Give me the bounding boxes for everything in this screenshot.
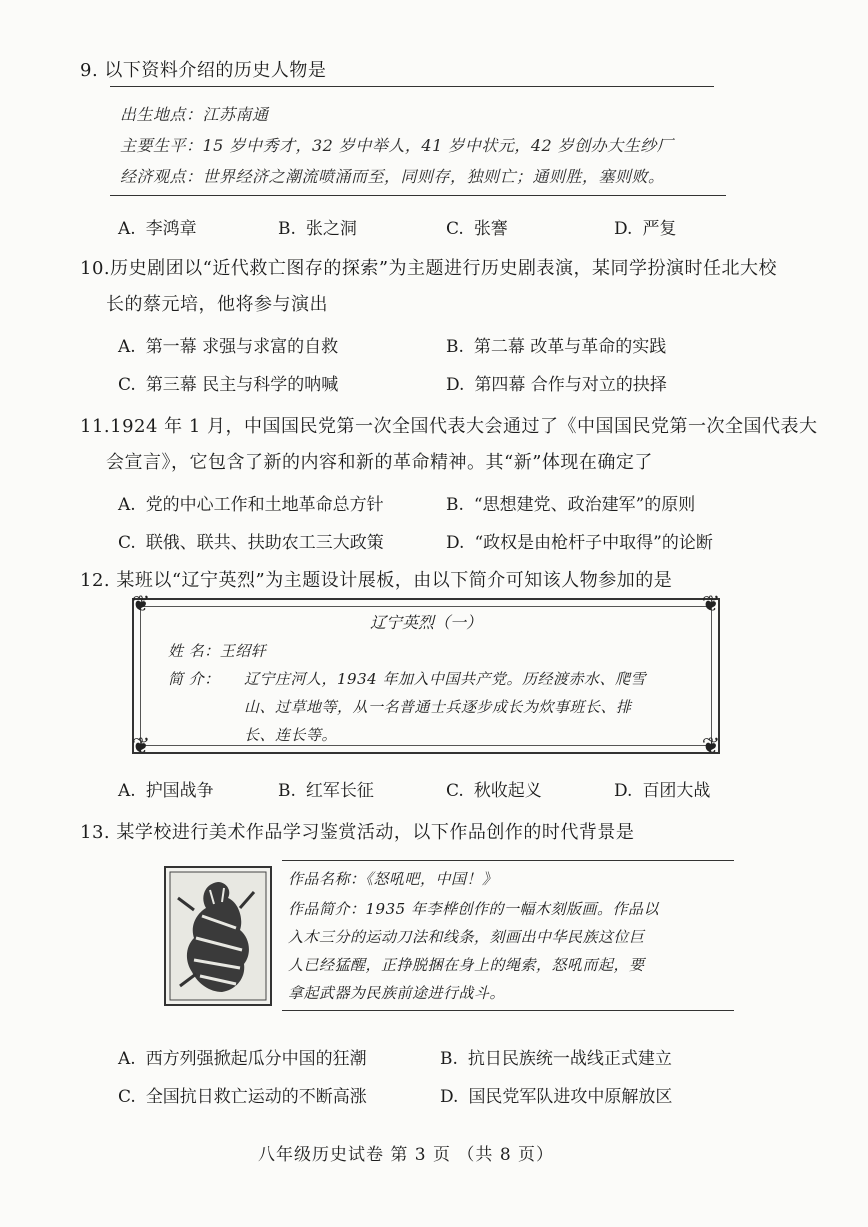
q10-stem-line1: 10.历史剧团以“近代救亡图存的探索”为主题进行历史剧表演，某同学扮演时任北大校 bbox=[80, 258, 778, 279]
q9-bottom-rule bbox=[110, 195, 726, 196]
q11-option-a[interactable]: A. 党的中心工作和土地革命总方针 bbox=[118, 495, 384, 515]
q13-option-c[interactable]: C. 全国抗日救亡运动的不断高涨 bbox=[118, 1087, 367, 1107]
q13-option-b[interactable]: B. 抗日民族统一战线正式建立 bbox=[440, 1049, 672, 1069]
q9-stem: 9. 以下资料介绍的历史人物是 bbox=[80, 60, 327, 81]
q12-option-b[interactable]: B. 红军长征 bbox=[278, 781, 374, 801]
q12-intro-line: 长、连长等。 bbox=[244, 726, 338, 744]
q12-name-row: 姓 名：王绍轩 bbox=[168, 642, 267, 660]
q13-art-intro-line: 拿起武器为民族前途进行战斗。 bbox=[288, 984, 506, 1002]
q12-option-a[interactable]: A. 护国战争 bbox=[118, 781, 214, 801]
q9-top-rule bbox=[110, 86, 714, 87]
q13-art-name: 作品名称：《怒吼吧，中国！》 bbox=[288, 870, 498, 888]
corner-ornament-icon: ❦ bbox=[131, 734, 151, 759]
q11-option-d[interactable]: D. “政权是由枪杆子中取得”的论断 bbox=[446, 533, 713, 553]
q9-info-line: 经济观点：世界经济之潮流喷涌而至，同则存，独则亡；通则胜，塞则败。 bbox=[120, 167, 665, 186]
q11-option-b[interactable]: B. “思想建党、政治建军”的原则 bbox=[446, 495, 696, 515]
q13-stem: 13. 某学校进行美术作品学习鉴赏活动，以下作品创作的时代背景是 bbox=[80, 822, 635, 843]
q11-stem-line2: 会宣言》，它包含了新的内容和新的革命精神。其“新”体现在确定了 bbox=[106, 452, 653, 473]
corner-ornament-icon: ❦ bbox=[701, 734, 721, 759]
q12-board-title: 辽宁英烈（一） bbox=[369, 613, 482, 632]
q9-option-a[interactable]: A. 李鸿章 bbox=[118, 219, 197, 239]
q12-display-board bbox=[131, 592, 721, 759]
q13-option-d[interactable]: D. 国民党军队进攻中原解放区 bbox=[440, 1087, 673, 1107]
corner-ornament-icon: ❦ bbox=[131, 592, 151, 617]
woodcut-artwork-image bbox=[164, 866, 272, 1006]
q12-stem: 12. 某班以“辽宁英烈”为主题设计展板，由以下简介可知该人物参加的是 bbox=[80, 570, 673, 591]
q9-option-c[interactable]: C. 张謇 bbox=[446, 219, 508, 239]
q9-option-d[interactable]: D. 严复 bbox=[614, 219, 677, 239]
q11-option-c[interactable]: C. 联俄、联共、扶助农工三大政策 bbox=[118, 533, 384, 553]
q13-art-intro-line: 入木三分的运动刀法和线条，刻画出中华民族这位巨 bbox=[288, 928, 645, 946]
q13-option-a[interactable]: A. 西方列强掀起瓜分中国的狂潮 bbox=[118, 1049, 367, 1069]
q9-info-line: 出生地点：江苏南通 bbox=[120, 105, 269, 124]
q10-option-b[interactable]: B. 第二幕 改革与革命的实践 bbox=[446, 337, 667, 357]
q13-bottom-rule bbox=[282, 1010, 734, 1011]
q9-info-line: 主要生平：15 岁中秀才，32 岁中举人，41 岁中状元，42 岁创办大生纱厂 bbox=[120, 136, 674, 155]
q11-stem-line1: 11.1924 年 1 月，中国国民党第一次全国代表大会通过了《中国国民党第一次全国代表大 bbox=[80, 416, 818, 437]
q10-option-a[interactable]: A. 第一幕 求强与求富的自救 bbox=[118, 337, 339, 357]
woodcut-figure-icon bbox=[166, 868, 270, 1004]
q12-option-c[interactable]: C. 秋收起义 bbox=[446, 781, 542, 801]
q13-top-rule bbox=[282, 860, 734, 861]
q10-option-c[interactable]: C. 第三幕 民主与科学的呐喊 bbox=[118, 375, 339, 395]
q12-option-d[interactable]: D. 百团大战 bbox=[614, 781, 711, 801]
q12-intro-line: 山、过草地等，从一名普通士兵逐步成长为炊事班长、排 bbox=[244, 698, 632, 716]
q10-option-d[interactable]: D. 第四幕 合作与对立的抉择 bbox=[446, 375, 667, 395]
q13-art-intro-line: 人已经猛醒，正挣脱捆在身上的绳索，怒吼而起，要 bbox=[288, 956, 645, 974]
q12-intro-label: 简 介： bbox=[168, 670, 220, 688]
page-footer: 八年级历史试卷 第 3 页 （共 8 页） bbox=[258, 1145, 555, 1165]
q13-art-intro-line: 作品简介：1935 年李桦创作的一幅木刻版画。作品以 bbox=[288, 900, 659, 918]
q9-option-b[interactable]: B. 张之洞 bbox=[278, 219, 357, 239]
corner-ornament-icon: ❦ bbox=[701, 592, 721, 617]
q10-stem-line2: 长的蔡元培，他将参与演出 bbox=[106, 294, 328, 315]
q12-intro-line: 辽宁庄河人，1934 年加入中国共产党。历经渡赤水、爬雪 bbox=[244, 670, 646, 688]
